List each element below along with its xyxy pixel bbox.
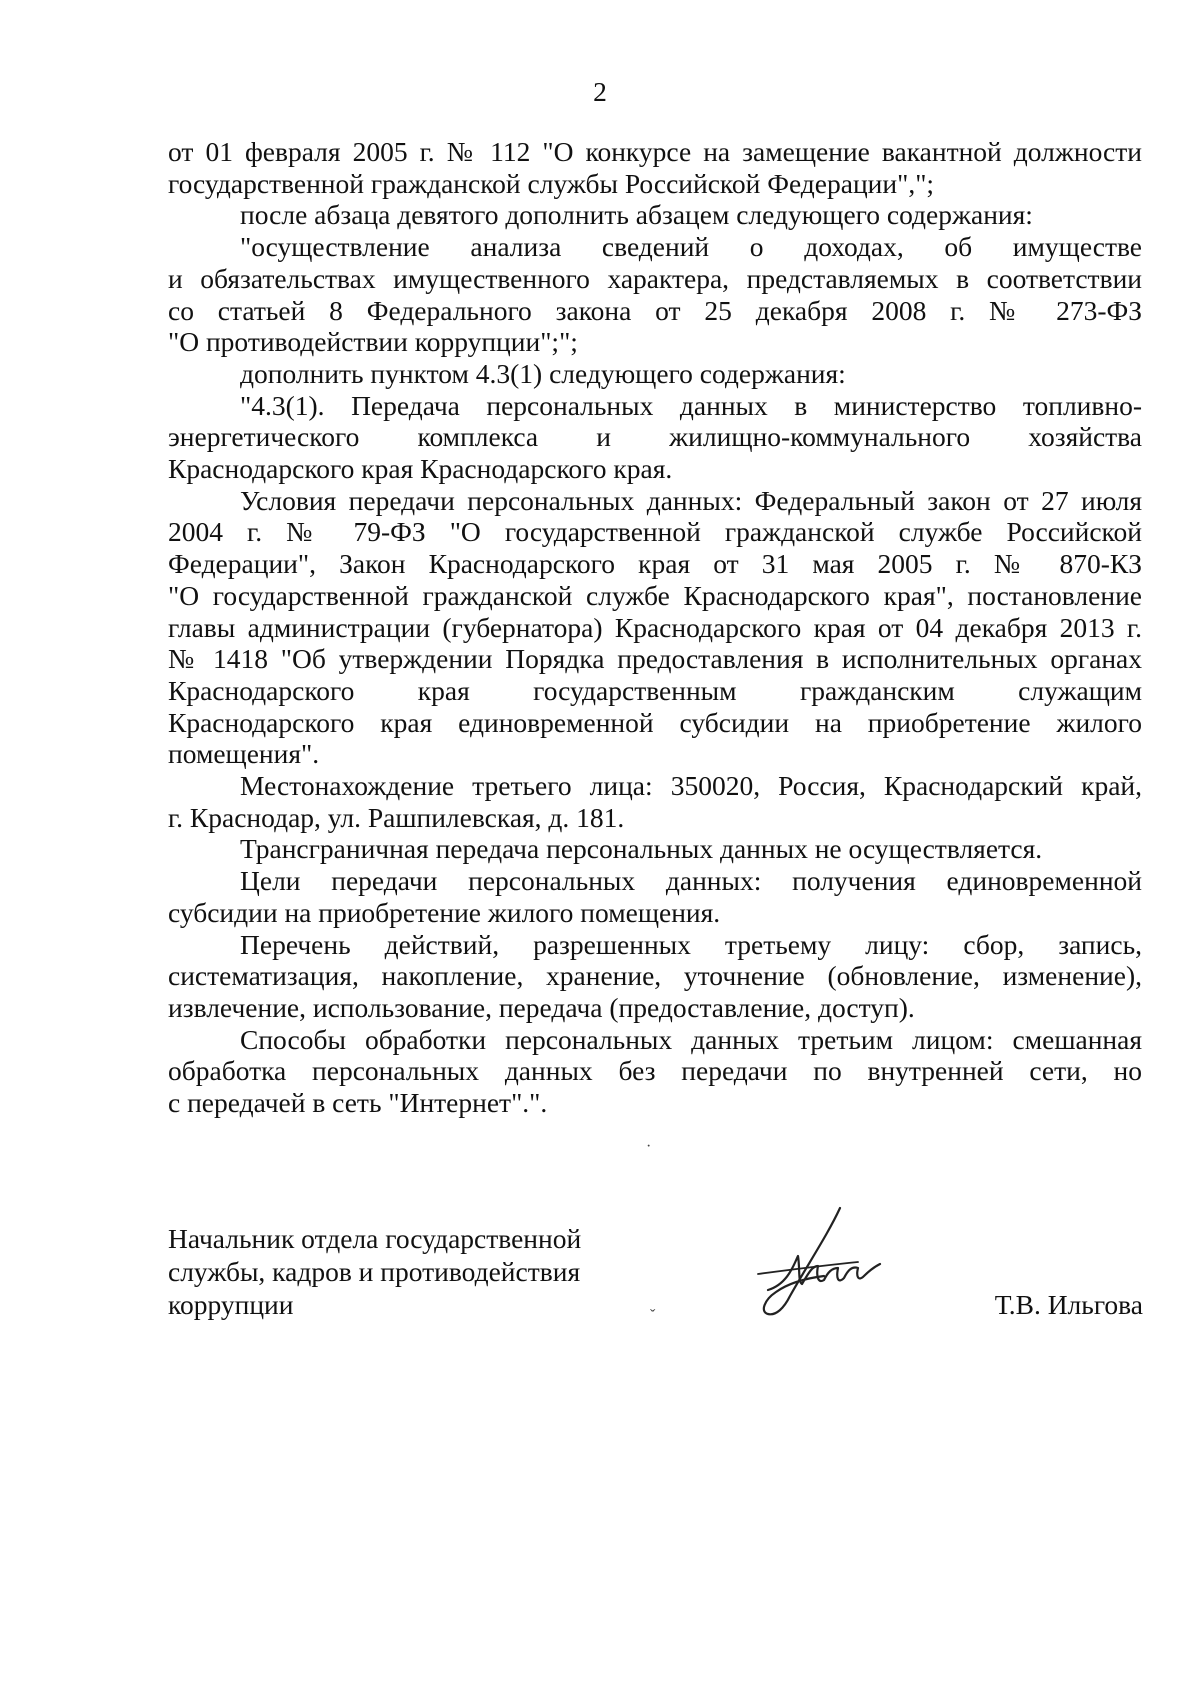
text-line: "О государственной гражданской службе Краснодарского края", постановление [168, 579, 1142, 611]
scan-speck: · [646, 1138, 652, 1155]
text-line: "осуществление анализа сведений о доходах, об имуществе [240, 231, 1142, 263]
text-line: от 01 февраля 2005 г. № 112 "О конкурсе на замещение вакантной должности [168, 136, 1142, 167]
text-line: Федерации", Закон Краснодарского края от 31 мая 2005 г. № 870-КЗ [168, 548, 1142, 580]
paragraph-transfer-conditions [168, 485, 1142, 770]
paragraph-processing-methods [168, 1024, 1142, 1119]
text-line: после абзаца девятого дополнить абзацем следующего содержания: [240, 199, 1033, 231]
text-line: и обязательствах имущественного характера, представляемых в соответствии [168, 262, 1142, 294]
text-line: Краснодарского края государственным гражданским служащим [168, 674, 1142, 706]
text-line: Трансграничная передача персональных данных не осуществляется. [240, 833, 1043, 865]
text-line: систематизация, накопление, хранение, уточнение (обновление, изменение), [168, 960, 1142, 992]
paragraph-cross-border [168, 833, 1142, 865]
text-line: 2004 г. № 79-ФЗ "О государственной гражданской службе Российской [168, 516, 1142, 548]
signature-block [168, 1222, 1143, 1342]
text-line: Местонахождение третьего лица: 350020, Россия, Краснодарский край, [240, 770, 1142, 802]
text-line: Способы обработки персональных данных третьим лицом: смешанная [240, 1023, 1142, 1055]
text-line: Цели передачи персональных данных: получения единовременной [240, 865, 1142, 897]
paragraph-quoted-analysis [168, 231, 1142, 358]
text-line: Перечень действий, разрешенных третьему лицу: сбор, запись, [240, 928, 1142, 960]
signatory-title-line: службы, кадров и противодействия [168, 1256, 581, 1287]
text-line: с передачей в сеть "Интернет".". [168, 1087, 548, 1119]
paragraph-after-ninth [168, 199, 1142, 231]
paragraph-permitted-actions [168, 929, 1142, 1024]
text-line: со статьей 8 Федерального закона от 25 декабря 2008 г. № 273-ФЗ [168, 294, 1142, 326]
text-line: Краснодарского края Краснодарского края. [168, 453, 673, 485]
paragraph-add-clause [168, 358, 1142, 390]
signatory-title-line: Начальник отдела государственной [168, 1223, 582, 1254]
signatory-name: Т.В. Ильгова [994, 1289, 1143, 1320]
text-line: № 1418 "Об утверждении Порядка предоставления в исполнительных органах [168, 643, 1142, 675]
signatory-title [168, 1222, 628, 1321]
paragraph-clause-4-3-1 [168, 390, 1142, 485]
text-line: извлечение, использование, передача (предоставление, доступ). [168, 991, 915, 1023]
text-line: дополнить пунктом 4.3(1) следующего содержания: [240, 357, 846, 389]
scan-speck: ˇ [650, 1307, 656, 1324]
text-line: помещения". [168, 738, 320, 770]
text-line: государственной гражданской службы Российской Федерации","; [168, 167, 935, 199]
page-number: 2 [593, 76, 607, 107]
text-line: энергетического комплекса и жилищно-коммунального хозяйства [168, 421, 1142, 453]
handwritten-signature [728, 1204, 898, 1324]
paragraph-third-party-location [168, 770, 1142, 833]
paragraph-decree-reference [168, 136, 1142, 199]
signatory-title-line: коррупции [168, 1289, 294, 1320]
text-line: обработка персональных данных без передачи по внутренней сети, но [168, 1055, 1142, 1087]
text-line: Условия передачи персональных данных: Федеральный закон от 27 июля [240, 484, 1142, 516]
text-line: субсидии на приобретение жилого помещения. [168, 896, 721, 928]
document-body [168, 136, 1142, 1119]
text-line: г. Краснодар, ул. Рашпилевская, д. 181. [168, 801, 625, 833]
text-line: "4.3(1). Передача персональных данных в министерство топливно- [240, 389, 1142, 421]
text-line: "О противодействии коррупции";"; [168, 326, 578, 358]
text-line: главы администрации (губернатора) Краснодарского края от 04 декабря 2013 г. [168, 611, 1142, 643]
text-line: Краснодарского края единовременной субсидии на приобретение жилого [168, 706, 1142, 738]
paragraph-transfer-purpose [168, 865, 1142, 928]
